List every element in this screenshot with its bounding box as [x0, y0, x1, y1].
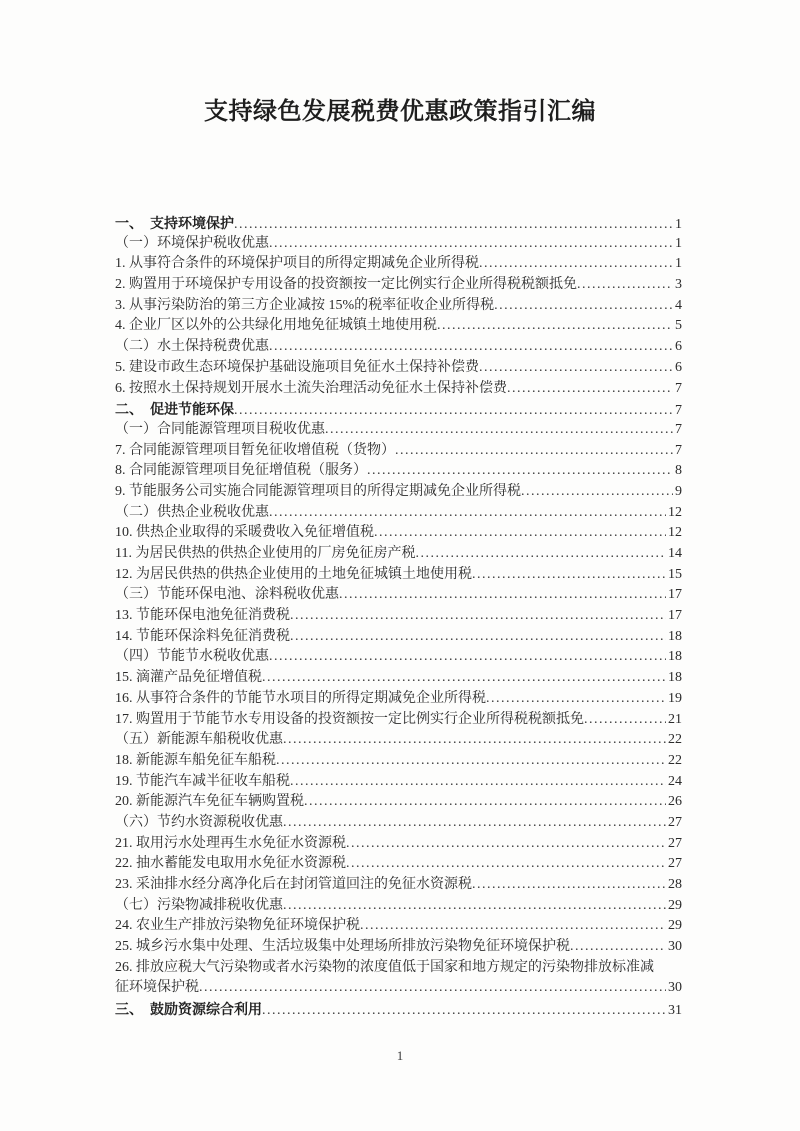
toc-dot-leader [486, 689, 666, 710]
toc-entry [115, 751, 682, 772]
toc-dot-leader [304, 792, 666, 813]
toc-dot-leader [199, 978, 666, 999]
toc-entry [115, 916, 682, 937]
toc-entry-text: 14. 节能环保涂料免征消费税 [115, 628, 290, 644]
toc-dot-leader [283, 730, 666, 751]
toc-entry [115, 854, 682, 875]
toc-page-number: 30 [668, 980, 682, 996]
toc-entry [115, 275, 682, 296]
toc-entry-text: 6. 按照水土保持规划开展水土流失治理活动免征水土保持补偿费 [115, 380, 507, 396]
toc-dot-leader [269, 234, 673, 255]
toc-dot-leader [290, 772, 666, 793]
toc-entry-text: 22. 抽水蓄能发电取用水免征水资源税 [115, 856, 346, 872]
toc-entry-text: 3. 从事污染防治的第三方企业减按 15%的税率征收企业所得税 [115, 297, 495, 313]
toc-dot-leader [269, 647, 666, 668]
toc-page-number: 7 [675, 442, 682, 458]
toc-entry-text: 5. 建设市政生态环境保护基础设施项目免征水土保持补偿费 [115, 359, 479, 375]
toc-entry-text: 23. 采油排水经分离净化后在封闭管道回注的免征水资源税 [115, 877, 472, 892]
toc-entry [115, 337, 682, 358]
toc-entry-text: 12. 为居民供热的供热企业使用的土地免征城镇土地使用税 [115, 566, 472, 582]
toc-page-number: 3 [675, 277, 682, 293]
toc-dot-leader [367, 461, 673, 482]
toc-entry [115, 710, 682, 731]
toc-entry-text: 19. 节能汽车减半征收车船税 [115, 773, 290, 789]
toc-dot-leader [325, 420, 673, 441]
toc-page-number: 18 [668, 628, 682, 644]
toc-entry-text: 9. 节能服务公司实施合同能源管理项目的所得定期减免企业所得税 [115, 483, 521, 499]
toc-entry-text: 13. 节能环保电池免征消费税 [115, 608, 290, 624]
toc-entry [115, 668, 682, 689]
toc-dot-leader [521, 482, 673, 503]
toc-dot-leader [479, 358, 673, 379]
toc-entry-text: （四）节能节水税收优惠 [115, 649, 269, 665]
toc-entry-text: （二）供热企业税收优惠 [115, 504, 269, 520]
toc-page-number: 27 [668, 835, 682, 851]
toc-dot-leader [360, 916, 666, 937]
toc-entry-text: （一）环境保护税收优惠 [115, 235, 269, 251]
toc-page-number: 15 [668, 566, 682, 582]
toc-dot-leader [479, 254, 673, 275]
toc-list [115, 213, 682, 1020]
toc-page-number: 17 [668, 587, 682, 603]
toc-entry-text: 2. 购置用于环境保护专用设备的投资额按一定比例实行企业所得税税额抵免 [115, 277, 577, 293]
toc-entry [115, 565, 682, 586]
toc-page-number: 14 [668, 546, 682, 561]
toc-entry [115, 875, 682, 896]
toc-entry [115, 772, 682, 793]
toc-page-number: 4 [675, 297, 682, 313]
toc-dot-leader [507, 379, 673, 400]
toc-dot-leader [437, 316, 673, 337]
toc-page-number: 26 [668, 794, 682, 810]
toc-dot-leader [276, 751, 666, 772]
toc-entry [115, 834, 682, 855]
toc-page-number: 28 [668, 877, 682, 892]
toc-entry-text: 20. 新能源汽车免征车辆购置税 [115, 794, 304, 810]
toc-page-number: 27 [668, 856, 682, 872]
toc-entry-text: 15. 滴灌产品免征增值税 [115, 670, 262, 686]
toc-entry [115, 647, 682, 668]
toc-entry [115, 379, 682, 400]
toc-entry-text: 11. 为居民供热的供热企业使用的厂房免征房产税 [115, 546, 416, 561]
toc-dot-leader [346, 834, 666, 855]
toc-page-number: 5 [675, 318, 682, 334]
toc-entry-text: （二）水土保持税费优惠 [115, 339, 269, 355]
toc-page-number: 27 [668, 814, 682, 830]
toc-entry [115, 254, 682, 275]
toc-page-number: 1 [675, 256, 682, 272]
toc-page-number: 29 [668, 897, 682, 913]
toc-dot-leader [234, 215, 673, 236]
toc-entry-text: 26. 排放应税大气污染物或者水污染物的浓度值低于国家和地方规定的污染物排放标准减 [115, 959, 654, 975]
toc-dot-leader [395, 441, 673, 462]
toc-page-number: 12 [668, 525, 682, 541]
toc-dot-leader [472, 875, 666, 896]
toc-page-number: 1 [675, 217, 682, 232]
toc-page-number: 30 [668, 939, 682, 955]
toc-entry-text: 10. 供热企业取得的采暖费收入免征增值税 [115, 525, 374, 541]
toc-dot-leader [283, 896, 666, 917]
toc-page-number: 18 [668, 670, 682, 686]
toc-entry-text: 17. 购置用于节能节水专用设备的投资额按一定比例实行企业所得税税额抵免 [115, 711, 584, 727]
toc-entry [115, 358, 682, 379]
toc-dot-leader [374, 523, 666, 544]
toc-entry [115, 234, 682, 255]
toc-entry [115, 213, 682, 234]
toc-entry-text: 7. 合同能源管理项目暂免征收增值税（货物） [115, 442, 395, 458]
toc-dot-leader [290, 627, 666, 648]
toc-entry-text: （六）节约水资源税收优惠 [115, 814, 283, 830]
toc-dot-leader [234, 401, 673, 422]
toc-page-number: 6 [675, 359, 682, 375]
toc-entry-text: 8. 合同能源管理项目免征增值税（服务） [115, 463, 367, 479]
toc-entry-text: （七）污染物减排税收优惠 [115, 897, 283, 913]
toc-entry [115, 316, 682, 337]
toc-entry-text: 二、 促进节能环保 [115, 401, 234, 418]
toc-dot-leader [269, 337, 673, 358]
toc-entry-text: 征环境保护税 [115, 980, 199, 996]
toc-entry-text: 16. 从事符合条件的节能节水项目的所得定期减免企业所得税 [115, 690, 486, 706]
toc-dot-leader [584, 710, 666, 731]
toc-dot-leader [269, 503, 666, 524]
toc-entry [115, 482, 682, 503]
toc-entry [115, 689, 682, 710]
toc-page-number: 7 [675, 403, 682, 419]
toc-entry-text: 一、 支持环境保护 [115, 215, 234, 231]
toc-entry-text: （五）新能源车船税收优惠 [115, 732, 283, 748]
toc-dot-leader [494, 296, 673, 317]
toc-entry [115, 896, 682, 917]
document-title: 支持绿色发展税费优惠政策指引汇编 [204, 98, 596, 125]
toc-entry-text: 24. 农业生产排放污染物免征环境保护税 [115, 918, 360, 934]
toc-entry [115, 999, 682, 1020]
toc-entry [115, 627, 682, 648]
toc-entry-text: 1. 从事符合条件的环境保护项目的所得定期减免企业所得税 [115, 256, 479, 272]
toc-entry [115, 523, 682, 544]
toc-page-number: 18 [668, 649, 682, 665]
toc-entry [115, 978, 682, 999]
toc-page-number: 22 [668, 752, 682, 768]
toc-page-number: 7 [675, 421, 682, 437]
toc-page-number: 1 [675, 235, 682, 251]
toc-page-number: 12 [668, 504, 682, 520]
toc-dot-leader [472, 565, 666, 586]
toc-dot-leader [577, 275, 673, 296]
toc-entry-text: 25. 城乡污水集中处理、生活垃圾集中处理场所排放污染物免征环境保护税 [115, 939, 570, 955]
toc-entry-text: 18. 新能源车船免征车船税 [115, 752, 276, 768]
footer-page-number: 1 [396, 1048, 404, 1063]
toc-page-number: 8 [675, 463, 682, 479]
toc-dot-leader [339, 585, 666, 606]
toc-page-number: 22 [668, 732, 682, 748]
toc-entry [115, 296, 682, 317]
toc-dot-leader [570, 937, 666, 958]
toc-entry-text: 三、 鼓励资源综合利用 [115, 1001, 262, 1018]
toc-page-number: 24 [668, 773, 682, 789]
toc-page-number: 19 [668, 690, 682, 706]
toc-entry-text: （三）节能环保电池、涂料税收优惠 [115, 587, 339, 603]
toc-entry [115, 503, 682, 524]
toc-page-number: 9 [675, 483, 682, 499]
toc-entry [115, 958, 682, 979]
toc-page-number: 31 [668, 1003, 682, 1019]
toc-page-number: 17 [668, 608, 682, 624]
toc-page-number: 21 [668, 711, 682, 727]
toc-page-number: 29 [668, 918, 682, 934]
toc-entry [115, 606, 682, 627]
toc-entry-text: （一）合同能源管理项目税收优惠 [115, 421, 325, 437]
toc-dot-leader [346, 854, 666, 875]
toc-entry [115, 813, 682, 834]
toc-page-number: 6 [675, 339, 682, 355]
toc-entry [115, 399, 682, 420]
toc-entry [115, 420, 682, 441]
toc-entry [115, 441, 682, 462]
toc-entry [115, 544, 682, 565]
toc-entry [115, 730, 682, 751]
toc-dot-leader [262, 668, 666, 689]
toc-entry-text: 21. 取用污水处理再生水免征水资源税 [115, 835, 346, 851]
toc-dot-leader [283, 813, 666, 834]
toc-dot-leader [262, 1001, 666, 1022]
toc-entry [115, 585, 682, 606]
toc-entry [115, 937, 682, 958]
toc-dot-leader [290, 606, 666, 627]
toc-page-number: 7 [675, 380, 682, 396]
toc-entry [115, 792, 682, 813]
toc-entry [115, 461, 682, 482]
toc-entry-text: 4. 企业厂区以外的公共绿化用地免征城镇土地使用税 [115, 318, 437, 334]
toc-dot-leader [415, 544, 666, 565]
